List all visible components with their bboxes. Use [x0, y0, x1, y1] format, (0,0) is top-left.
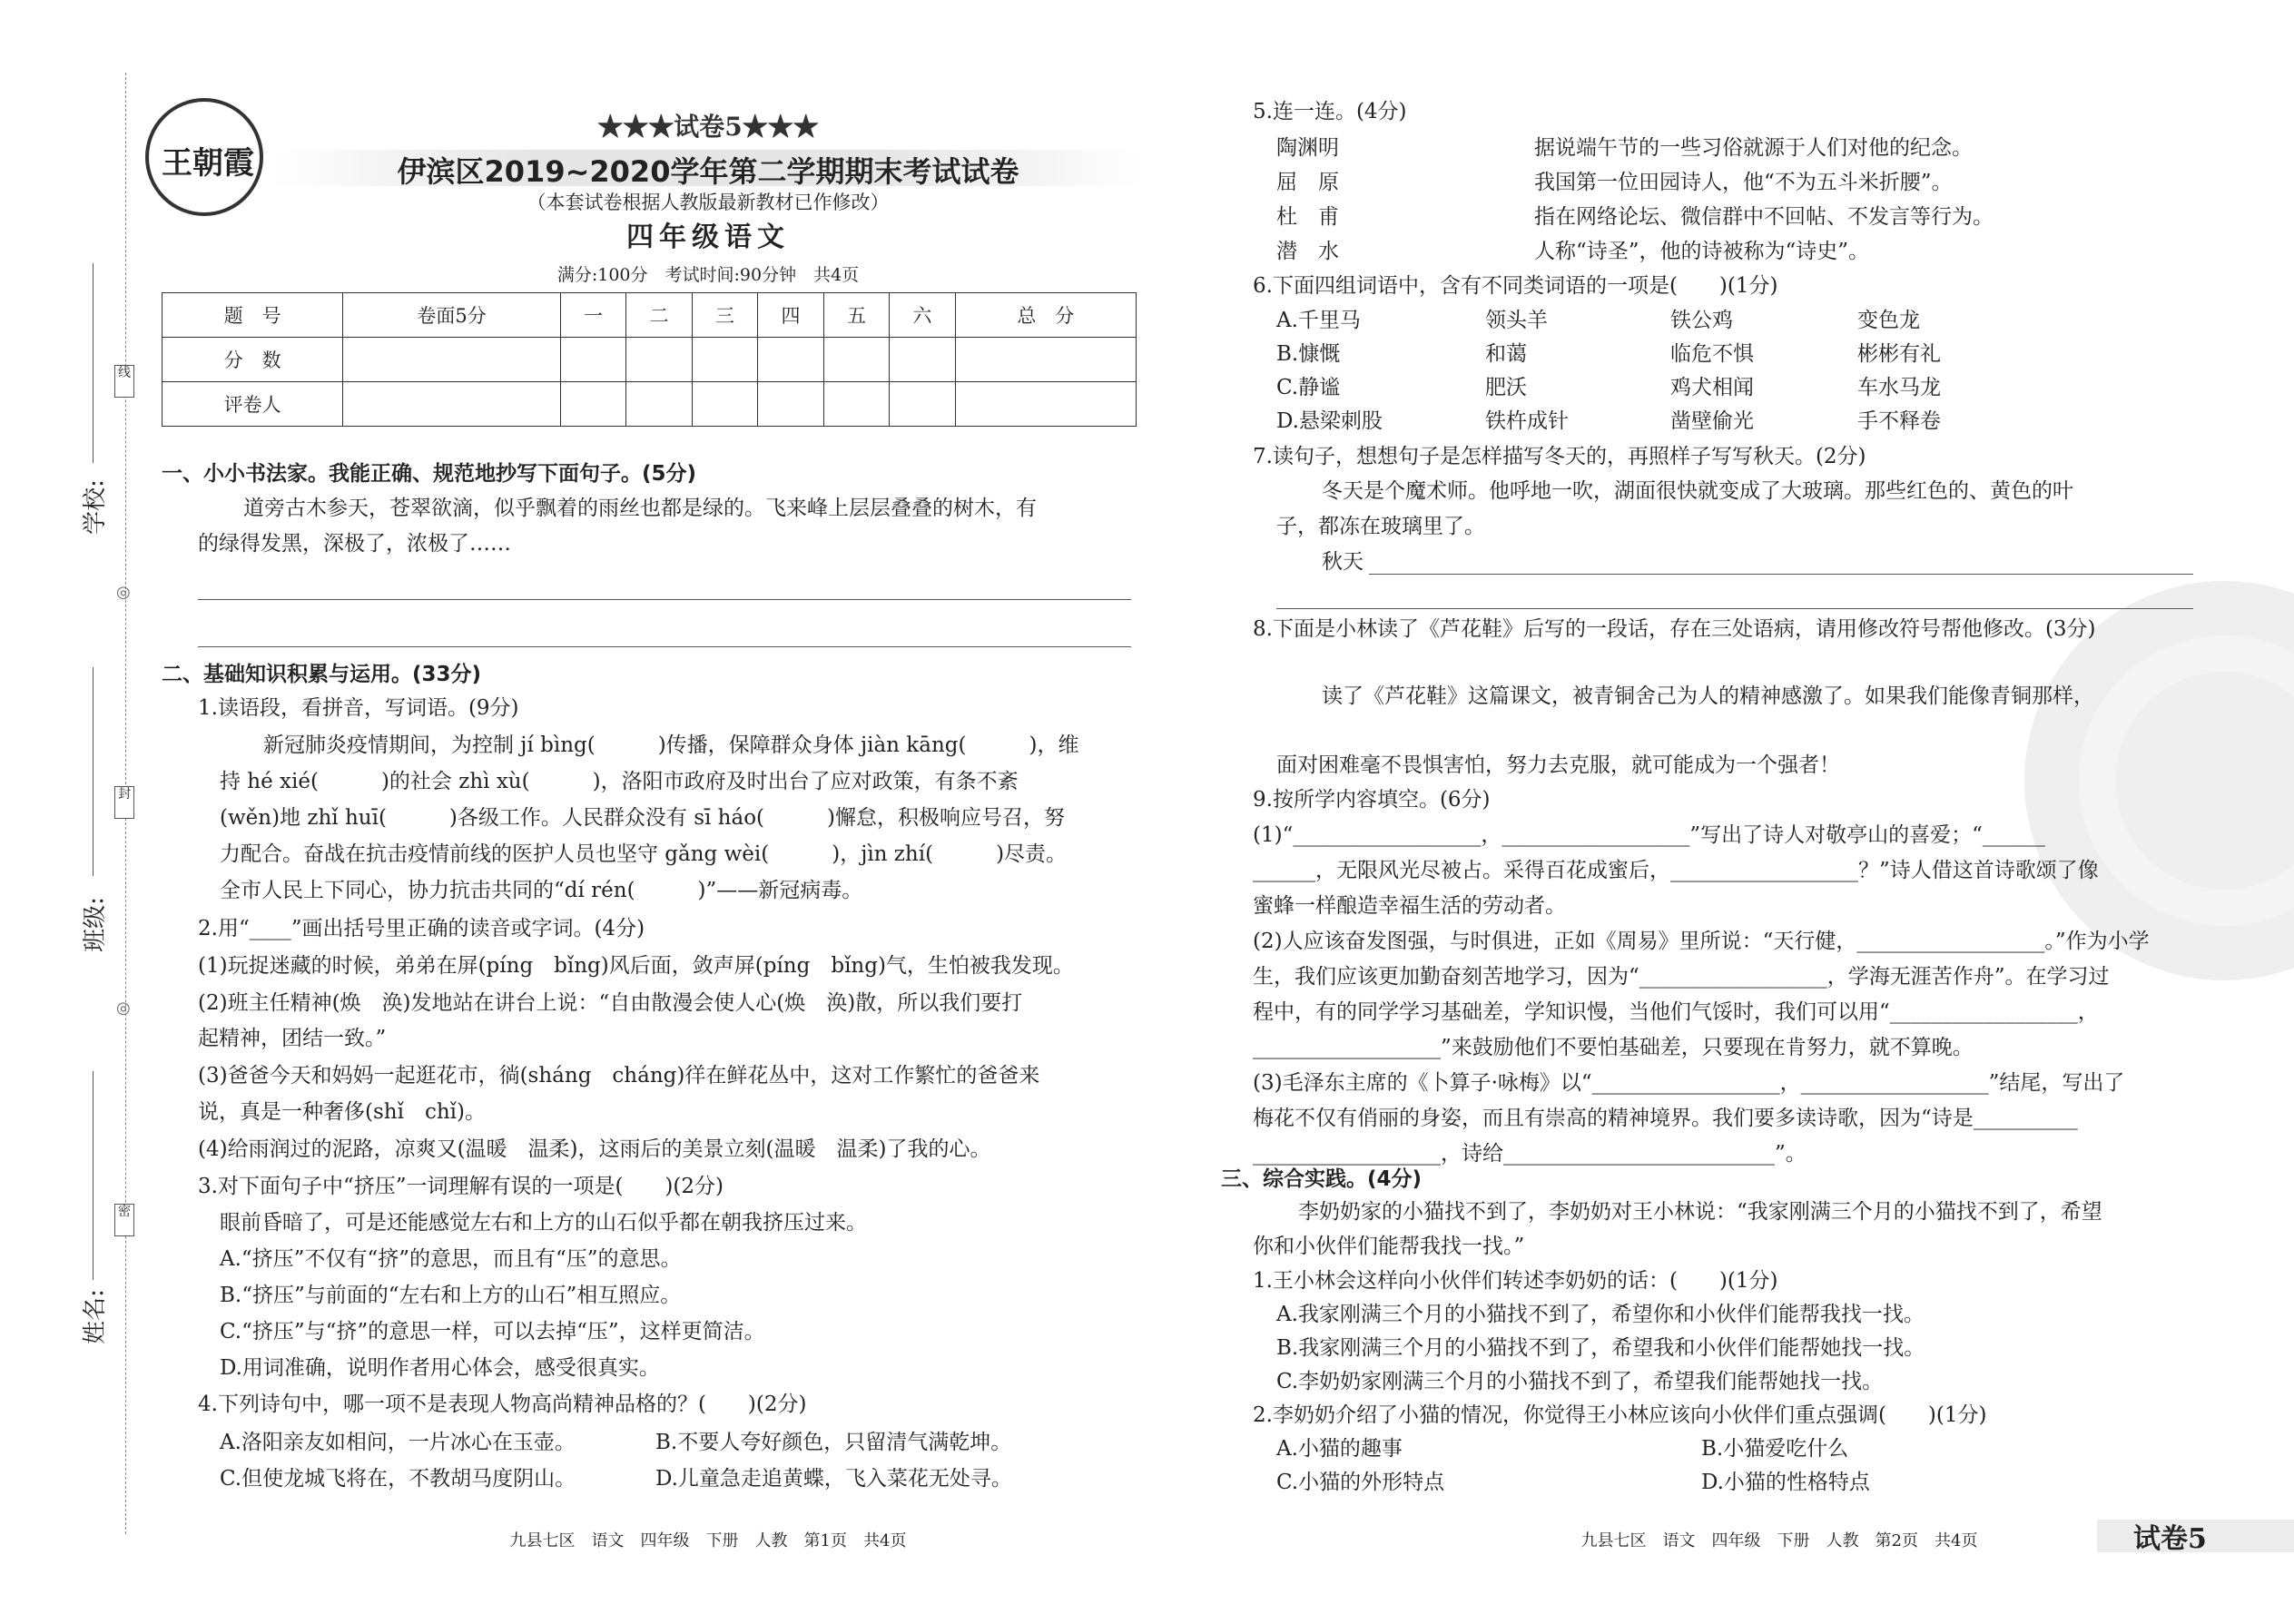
s3-q2-option: B.小猫爱吃什么 — [1701, 1437, 1849, 1461]
q5-left-item[interactable]: 陶渊明 — [1276, 136, 1339, 160]
q4-option: A.洛阳亲友如相问，一片冰心在玉壶。 — [220, 1431, 576, 1454]
q1-line: 力配合。奋战在抗击疫情前线的医护人员也坚守 gǎng wèi( )，jìn zhí( )尽责。 — [220, 842, 1068, 866]
q3-option: A.“挤压”不仅有“挤”的意思，而且有“压”的意思。 — [220, 1247, 682, 1271]
q4-option: B.不要人夸好颜色，只留清气满乾坤。 — [655, 1431, 1012, 1454]
s3-q2-option: D.小猫的性格特点 — [1701, 1471, 1870, 1494]
q5-right-item[interactable]: 据说端午节的一些习俗就源于人们对他的纪念。 — [1534, 136, 1973, 160]
series-label: ★★★试卷5★★★ — [597, 112, 819, 142]
q7-answer-line-1[interactable] — [1369, 574, 2193, 575]
q6-word: 领头羊 — [1485, 309, 1548, 332]
q6-word: 临危不惧 — [1670, 342, 1754, 366]
q3-option: D.用词准确，说明作者用心体会，感受很真实。 — [220, 1356, 660, 1380]
q6-word: C.静谧 — [1276, 376, 1341, 399]
s3-q2-title: 2.李奶奶介绍了小猫的情况，你觉得王小林应该向小伙伴们重点强调( )(1分) — [1253, 1403, 1987, 1427]
q9-line: 生，我们应该更加勤奋刻苦地学习，因为“__________________，学海无涯苦作舟”。在学习过 — [1253, 965, 2110, 989]
q2-title: 2.用“____”画出括号里正确的读音或字词。(4分) — [198, 917, 645, 940]
name-line — [93, 1071, 94, 1280]
q1-line: 全市人民上下同心，协力抗击共同的“dí rén( )”——新冠病毒。 — [220, 879, 863, 902]
exam-title: 伊滨区2019~2020学年第二学期期末考试试卷 — [397, 154, 1019, 189]
exam-meta: 满分:100分 考试时间:90分钟 共4页 — [556, 265, 860, 285]
q5-left-item[interactable]: 屈 原 — [1276, 171, 1339, 194]
exam-note: （本套试卷根据人教版最新教材已作修改） — [527, 192, 890, 213]
s3-q1-option: B.我家刚满三个月的小猫找不到了，希望我和小伙伴们能帮她找一找。 — [1276, 1336, 1925, 1360]
s3-line: 你和小伙伴们能帮我找一找。” — [1253, 1235, 1525, 1258]
binding-mark-icon: ◎ — [116, 999, 131, 1018]
s3-q2-option: C.小猫的外形特点 — [1276, 1471, 1445, 1494]
score-table — [162, 292, 1137, 427]
exam-subject: 四年级语文 — [626, 221, 790, 253]
s3-q2-option: A.小猫的趣事 — [1276, 1437, 1403, 1461]
q7-autumn-label: 秋天 — [1322, 550, 1364, 574]
q9-line: (1)“__________________，__________________”写出了诗人对敬亭山的喜爱；“______ — [1253, 823, 2045, 847]
section-2-heading: 二、基础知识积累与运用。(33分) — [162, 663, 482, 686]
q7-line: 冬天是个魔术师。他呼地一吹，湖面很快就变成了大玻璃。那些红色的、黄色的叶 — [1322, 479, 2073, 503]
q3-option: B.“挤压”与前面的“左右和上方的山石”相互照应。 — [220, 1284, 682, 1307]
footer-left: 九县七区 语文 四年级 下册 人教 第1页 共4页 — [509, 1531, 907, 1550]
q6-word: 彬彬有礼 — [1857, 342, 1941, 366]
score-header-cell: 总 分 — [955, 293, 1136, 338]
q5-right-item[interactable]: 人称“诗圣”，他的诗被称为“诗史”。 — [1534, 240, 1870, 263]
score-header-cell: 二 — [626, 293, 692, 338]
copy-line-2[interactable] — [198, 646, 1131, 647]
q5-right-item[interactable]: 我国第一位田园诗人，他“不为五斗米折腰”。 — [1534, 171, 1953, 194]
q8-title: 8.下面是小林读了《芦花鞋》后写的一段话，存在三处语病，请用修改符号帮他修改。(3分) — [1253, 617, 2096, 641]
s3-line: 李奶奶家的小猫找不到了，李奶奶对王小林说：“我家刚满三个月的小猫找不到了，希望 — [1298, 1200, 2102, 1224]
q9-line: __________________，诗给__________________________”。 — [1253, 1142, 1807, 1166]
q4-option: C.但使龙城飞将在，不教胡马度阴山。 — [220, 1467, 576, 1491]
q2-item: 起精神，团结一致。” — [198, 1027, 387, 1050]
q5-right-item[interactable]: 指在网络论坛、微信群中不回帖、不发言等行为。 — [1534, 205, 1994, 229]
q6-word: 和蔼 — [1485, 342, 1527, 366]
score-header-cell: 三 — [692, 293, 757, 338]
logo-text: 王朝霞 — [162, 145, 254, 182]
q6-word: B.慷慨 — [1276, 342, 1341, 366]
q5-left-item[interactable]: 杜 甫 — [1276, 205, 1339, 229]
q6-word: D.悬梁刺股 — [1276, 409, 1383, 433]
q9-line: 梅花不仅有俏丽的身姿，而且有崇高的精神境界。我们要多读诗歌，因为“诗是__________ — [1253, 1107, 2078, 1130]
seal-mi: 密 — [114, 1204, 134, 1236]
footer-right: 九县七区 语文 四年级 下册 人教 第2页 共4页 — [1580, 1531, 1978, 1550]
q9-line: (2)人应该奋发图强，与时俱进，正如《周易》里所说：“天行健，__________________。”作为小学 — [1253, 930, 2150, 953]
score-header-cell: 五 — [823, 293, 889, 338]
q9-line: __________________”来鼓励他们不要怕基础差，只要现在肯努力，就不算晚。 — [1253, 1036, 1974, 1059]
binding-mark-icon: ◎ — [116, 583, 131, 602]
q3-title: 3.对下面句子中“挤压”一词理解有误的一项是( )(2分) — [198, 1175, 724, 1198]
q6-word: 车水马龙 — [1857, 376, 1941, 399]
q1-line: 新冠肺炎疫情期间，为控制 jí bìng( )传播，保障群众身体 jiàn kāng( )，维 — [263, 733, 1079, 757]
q5-title: 5.连一连。(4分) — [1253, 100, 1407, 123]
q2-item: (1)玩捉迷藏的时候，弟弟在屏(píng bǐng)风后面，敛声屏(píng bǐng)气，生怕被我发现。 — [198, 954, 1074, 978]
grader-row-label: 评卷人 — [162, 382, 343, 427]
score-header-cell: 一 — [560, 293, 625, 338]
section-3-heading: 三、综合实践。(4分) — [1221, 1167, 1423, 1191]
q2-item: 说，真是一种奢侈(shǐ chǐ)。 — [198, 1100, 486, 1124]
q9-title: 9.按所学内容填空。(6分) — [1253, 788, 1491, 812]
q9-line: (3)毛泽东主席的《卜算子·咏梅》以“__________________，__________________”结尾，写出了 — [1253, 1071, 2125, 1095]
q1-line: (wěn)地 zhǐ huī( )各级工作。人民群众没有 sī háo( )懈怠，积极响应号召，努 — [220, 806, 1065, 830]
q5-left-item[interactable]: 潜 水 — [1276, 240, 1339, 263]
q6-word: 手不释卷 — [1857, 409, 1941, 433]
q2-item: (3)爸爸今天和妈妈一起逛花市，徜(sháng cháng)徉在鲜花丛中，这对工作繁忙的爸爸来 — [198, 1064, 1040, 1088]
q9-line: ______，无限风光尽被占。采得百花成蜜后，__________________？”诗人借这首诗歌颂了像 — [1253, 859, 2099, 882]
q4-title: 4.下列诗句中，哪一项不是表现人物高尚精神品格的？( )(2分) — [198, 1393, 807, 1416]
seal-feng: 封 — [114, 786, 134, 819]
q1-line: 持 hé xié( )的社会 zhì xù( )，洛阳市政府及时出台了应对政策，有条不紊 — [220, 770, 1019, 793]
q2-item: (2)班主任精神(焕 涣)发地站在讲台上说：“自由散漫会使人心(焕 涣)散，所以我们要打 — [198, 991, 1023, 1015]
school-label: 学校: — [81, 479, 109, 535]
q9-line: 程中，有的同学学习基础差，学知识慢，当他们气馁时，我们可以用“__________________， — [1253, 1000, 2099, 1024]
school-line — [93, 263, 94, 463]
score-row-label: 分 数 — [162, 338, 343, 382]
q6-word: 变色龙 — [1857, 309, 1920, 332]
score-header-cell: 六 — [890, 293, 955, 338]
q8-line: 面对困难毫不畏惧害怕，努力去克服，就可能成为一个强者！ — [1276, 753, 1840, 777]
q6-word: 铁公鸡 — [1670, 309, 1733, 332]
q9-line: 蜜蜂一样酿造幸福生活的劳动者。 — [1253, 894, 1566, 918]
q2-item: (4)给雨润过的泥路，凉爽又(温暖 温柔)，这雨后的美景立刻(温暖 温柔)了我的心。 — [198, 1137, 991, 1161]
s1-line1: 道旁古木参天，苍翠欲滴，似乎飘着的雨丝也都是绿的。飞来峰上层层叠叠的树木，有 — [243, 497, 1037, 520]
s3-q1-option: C.李奶奶家刚满三个月的小猫找不到了，希望我们能帮她找一找。 — [1276, 1370, 1884, 1393]
s3-q1-title: 1.王小林会这样向小伙伴们转述李奶奶的话：( )(1分) — [1253, 1269, 1778, 1293]
score-header-cell: 题 号 — [162, 293, 343, 338]
q1-title: 1.读语段，看拼音，写词语。(9分) — [198, 696, 519, 720]
q7-title: 7.读句子，想想句子是怎样描写冬天的，再照样子写写秋天。(2分) — [1253, 445, 1866, 468]
q6-word: 鸡犬相闻 — [1670, 376, 1754, 399]
q3-option: C.“挤压”与“挤”的意思一样，可以去掉“压”，这样更简洁。 — [220, 1320, 765, 1343]
footer-badge: 试卷5 — [2133, 1523, 2207, 1555]
class-label: 班级: — [81, 897, 109, 952]
class-line — [93, 667, 94, 876]
score-header-cell: 卷面5分 — [343, 293, 561, 338]
q6-word: 肥沃 — [1485, 376, 1527, 399]
seal-xian: 线 — [114, 365, 134, 398]
name-label: 姓名: — [81, 1289, 109, 1344]
s3-q1-option: A.我家刚满三个月的小猫找不到了，希望你和小伙伴们能帮我找一找。 — [1276, 1303, 1925, 1326]
q3-sentence: 眼前昏暗了，可是还能感觉左右和上方的山石似乎都在朝我挤压过来。 — [220, 1211, 867, 1235]
q6-word: 凿壁偷光 — [1670, 409, 1754, 433]
q6-word: A.千里马 — [1276, 309, 1361, 332]
q6-title: 6.下面四组词语中，含有不同类词语的一项是( )(1分) — [1253, 274, 1778, 298]
q8-line: 读了《芦花鞋》这篇课文，被青铜舍己为人的精神感激了。如果我们能像青铜那样， — [1322, 684, 2094, 708]
q6-word: 铁杵成针 — [1485, 409, 1569, 433]
s1-line2: 的绿得发黑，深极了，浓极了…… — [198, 532, 511, 556]
copy-line-1[interactable] — [198, 599, 1131, 600]
q7-line: 子，都冻在玻璃里了。 — [1276, 515, 1485, 538]
score-header-cell: 四 — [758, 293, 823, 338]
section-1-heading: 一、小小书法家。我能正确、规范地抄写下面句子。(5分) — [162, 462, 697, 486]
q7-answer-line-2[interactable] — [1276, 608, 2193, 609]
q4-option: D.儿童急走追黄蝶，飞入菜花无处寻。 — [655, 1467, 1012, 1491]
